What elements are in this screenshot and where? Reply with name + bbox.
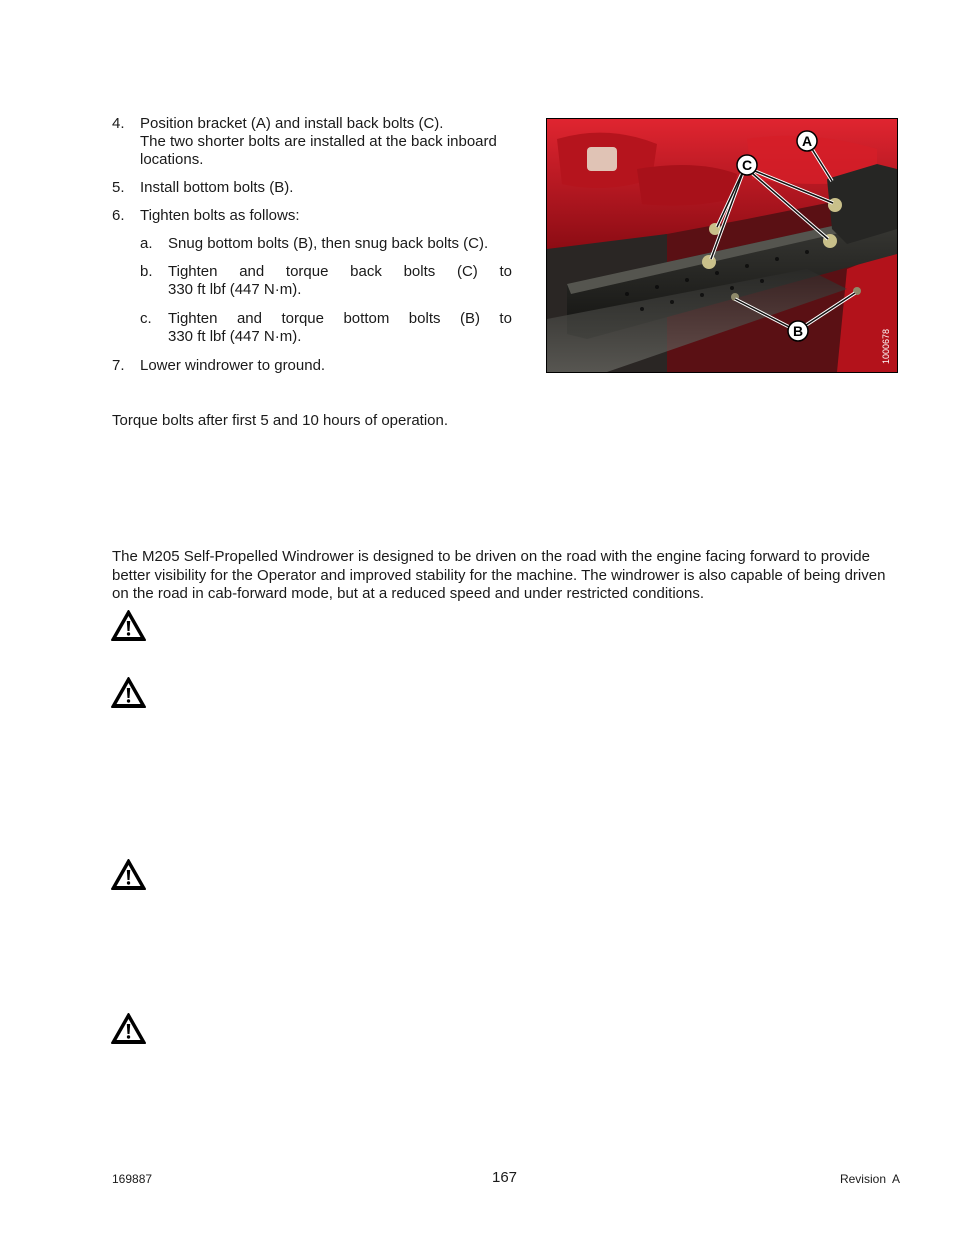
substep-text: Snug bottom bolts (B), then snug back bolts (C). — [168, 235, 489, 252]
callout-label: B — [792, 323, 804, 339]
callout-b — [788, 321, 808, 341]
step-number: 5. — [112, 179, 125, 196]
torque-note: Torque bolts after first 5 and 10 hours of operation. — [112, 412, 449, 429]
word: Tighten — [168, 263, 218, 280]
warning-triangle-icon — [111, 610, 146, 642]
step-number: 6. — [112, 207, 125, 224]
word: and — [239, 263, 265, 280]
substep-letter: c. — [140, 310, 152, 327]
callout-label: A — [801, 133, 813, 149]
word: to — [499, 310, 512, 327]
word: and — [236, 310, 262, 327]
warning-triangle-icon — [111, 1013, 146, 1045]
word: bottom — [343, 310, 390, 327]
step-text: Install bottom bolts (B). — [140, 179, 294, 196]
substep-letter: a. — [140, 235, 153, 252]
step-note-line: The two shorter bolts are installed at the back inboard — [140, 133, 497, 150]
step-number: 7. — [112, 357, 125, 374]
paragraph-line: on the road in cab-forward mode, but at a reduced speed and under restricted conditions. — [112, 585, 705, 602]
word: Tighten — [168, 310, 218, 327]
callout-label: C — [741, 157, 753, 173]
word: (B) — [459, 310, 480, 327]
substep-text-line2: 330 ft lbf (447 N·m). — [168, 328, 302, 345]
warning-triangle-icon — [111, 677, 146, 709]
paragraph-line: better visibility for the Operator and improved stability for the machine. The windrower is also capable of being driven — [112, 567, 886, 584]
word: torque — [285, 263, 329, 280]
substep-text-line2: 330 ft lbf (447 N·m). — [168, 281, 302, 298]
substep-text-justified — [168, 263, 512, 281]
bracket-installation-photo — [546, 118, 898, 373]
step-note-line: locations. — [140, 151, 204, 168]
word: (C) — [456, 263, 478, 280]
doc-number: 169887 — [112, 1172, 153, 1186]
revision-label: Revision A — [839, 1172, 900, 1186]
word: bolts — [408, 310, 441, 327]
callout-a — [797, 131, 817, 151]
step-number: 4. — [112, 115, 125, 132]
figure-id: 1000678 — [881, 328, 891, 364]
substep-text-justified — [168, 310, 512, 328]
substep-letter: b. — [140, 263, 153, 280]
warning-triangle-icon — [111, 859, 146, 891]
page-number: 167 — [492, 1169, 518, 1186]
paragraph-line: The M205 Self-Propelled Windrower is designed to be driven on the road with the engine facing forward to provide — [112, 548, 870, 565]
step-text: Position bracket (A) and install back bolts (C). — [140, 115, 444, 132]
word: torque — [281, 310, 324, 327]
step-text: Lower windrower to ground. — [140, 357, 326, 374]
word: bolts — [403, 263, 436, 280]
callout-c — [737, 155, 757, 175]
photo-illustration — [547, 119, 897, 372]
word: back — [350, 263, 382, 280]
word: to — [499, 263, 512, 280]
step-text: Tighten bolts as follows: — [140, 207, 300, 224]
